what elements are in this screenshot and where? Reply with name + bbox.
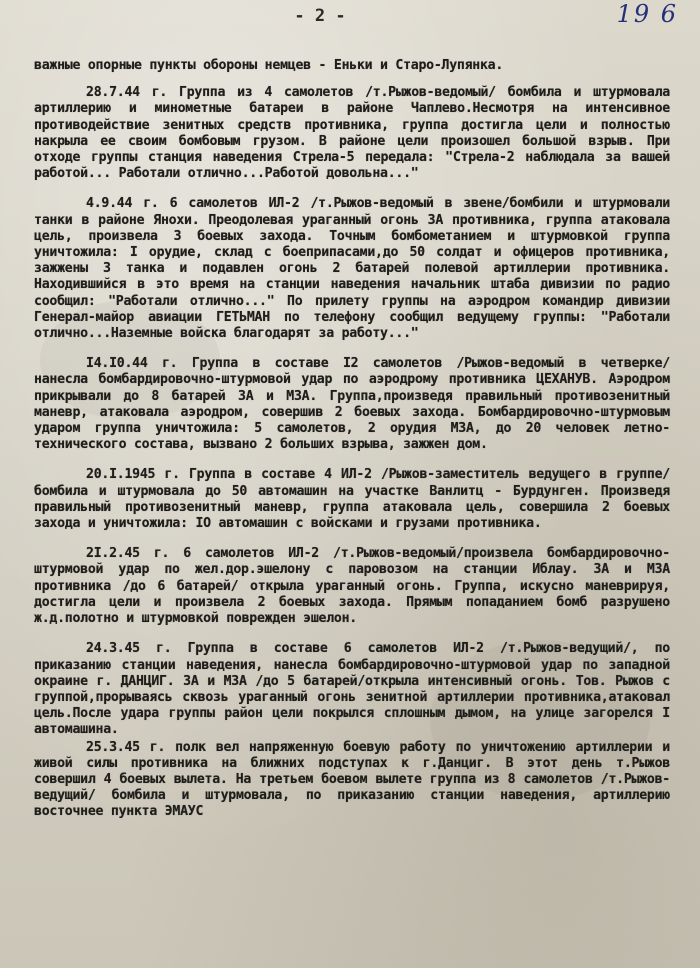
paragraph-21-2-45: 2I.2.45 г. 6 самолетов ИЛ-2 /т.Рыжов-ведомый/произвела бомбардировочно-штурмовой удар по жел.дор.эшелону с паровозом на станции Иблау. ЗА и МЗА противника /до 6 батарей/ открыла ураганный огонь. Группа, искусно маневрируя, достигла цели и произвела 2 боевых захода. Прямым попаданием бомб разрушено ж.д.полотно и штурмовкой поврежден эшелон. — [34, 546, 678, 627]
paragraph-continuation: важные опорные пункты обороны немцев - Еньки и Старо-Лупянка. — [34, 58, 504, 73]
handwritten-archive-number: 19 6 — [616, 0, 678, 28]
paragraph-24-3-45: 24.3.45 г. Группа в составе 6 самолетов ИЛ-2 /т.Рыжов-ведущий/, по приказанию станции наведения, нанесла бомбардировочно-штурмовой удар по западной окраине г. ДАНЦИГ. ЗА и МЗА /до 5 батарей/открыла интенсивный огонь. Тов. Рыжов с группой,прорываясь сквозь ураганный огонь зенитной артиллерии противника,атаковал цель.После удара группы район цели покрылся сплошным дымом, на улице загорелся I автомашина. — [34, 641, 678, 738]
paragraph-20-1-1945: 20.I.1945 г. Группа в составе 4 ИЛ-2 /Рыжов-заместитель ведущего в группе/ бомбила и штурмовала до 50 автомашин на участке Ванлитц - Бурдунген. Произведя правильный противозенитный маневр, группа атаковала цель, совершила 2 боевых захода и уничтожила: IO автомашин с войсками и грузами противника. — [34, 467, 678, 532]
paragraph-25-3-45: 25.3.45 г. полк вел напряженную боевую работу по уничтожению артиллерии и живой силы противника на ближних подступах к г.Данциг. В этот день т.Рыжов совершил 4 боевых вылета. На третьем боевом вылете группа из 8 самолетов /т.Рыжов-ведущий/ бомбила и штурмовала, по приказанию станции наведения, артиллерию восточнее пункта ЭМАУС — [34, 739, 678, 820]
page-number: - 2 - — [294, 6, 346, 26]
document-body — [34, 58, 678, 835]
paragraph-14-10-44: I4.I0.44 г. Группа в составе I2 самолетов /Рыжов-ведомый в четверке/ нанесла бомбардировочно-штурмовой удар по аэродрому противника ЦЕХАНУВ. Аэродром прикрывали до 8 батарей ЗА и МЗА. Группа,произведя правильный противозенитный маневр, атаковала аэродром, совершив 2 боевых захода. Бомбардировочно-штурмовым ударом группа уничтожила: 5 самолетов, 2 орудия МЗА, до 20 человек летно-технического состава, вызвано 2 больших взрыва, зажжен дом. — [34, 356, 678, 453]
paragraph-28-7-44: 28.7.44 г. Группа из 4 самолетов /т.Рыжов-ведомый/ бомбила и штурмовала артиллерию и минометные батареи в районе Чаплево.Несмотря на интенсивное противодействие зенитных средств противника, группа достигла цели и полностью накрыла ее своим бомбовым грузом. В районе цели произошел большой взрыв. При отходе группы станция наведения Стрела-5 передала: "Стрела-2 наблюдала за вашей работой... Работали отлично...Работой довольна..." — [34, 85, 678, 182]
paragraph-4-9-44: 4.9.44 г. 6 самолетов ИЛ-2 /т.Рыжов-ведомый в звене/бомбили и штурмовали танки в районе Янохи. Преодолевая ураганный огонь ЗА противника, группа атаковала цель, произвела 3 боевых захода. Точным бомбометанием и штурмовкой группа уничтожила: I орудие, склад с боеприпасами,до 50 солдат и офицеров противника, зажжены 3 танка и подавлен огонь 2 батарей полевой артиллерии противника. Находившийся в это время на станции наведения начальник штаба дивизии по радио сообщил: "Работали отлично..." По прилету группы на аэродром командир дивизии Генерал-майор авиации ГЕТЬМАН по телефону сообщил ведущему группы: "Работали отлично...Наземные войска благодарят за работу..." — [34, 196, 678, 342]
